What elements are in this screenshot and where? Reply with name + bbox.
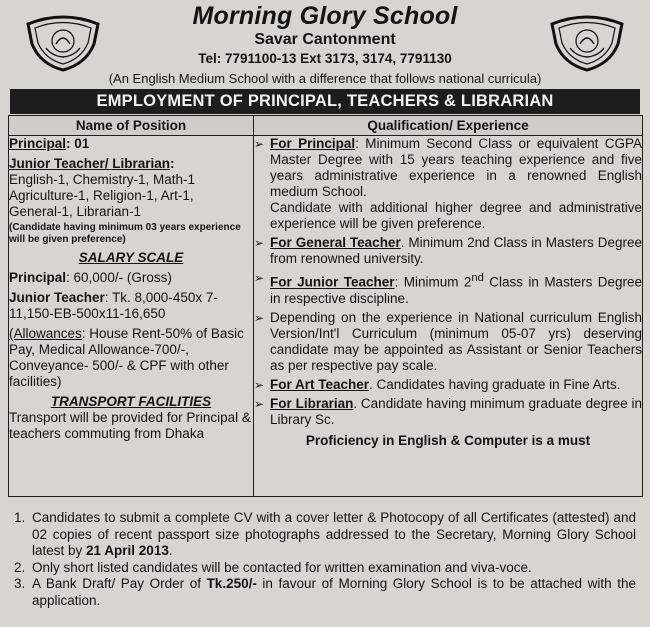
arrow-bullet-icon: ➢ <box>254 271 265 285</box>
transport-heading: TRANSPORT FACILITIES <box>50 394 212 409</box>
employment-banner: EMPLOYMENT OF PRINCIPAL, TEACHERS & LIBRARIAN <box>10 89 640 114</box>
note-item: 3. A Bank Draft/ Pay Order of Tk.250/- in favour of Morning Glory School is to be attached with the application. <box>14 576 636 608</box>
positions-column <box>9 136 254 497</box>
allowances-text: (Allowances: House Rent-50% of Basic Pay, Medical Allowance-700/-, Conveyance- 500/- & CPF with other facilities) <box>9 326 244 389</box>
arrow-bullet-icon: ➢ <box>254 396 265 411</box>
arrow-bullet-icon: ➢ <box>254 137 265 151</box>
note-item: 2. Only short listed candidates will be contacted for written examination and viva-voce. <box>14 559 532 575</box>
note-item: 1. Candidates to submit a complete CV with a cover letter & Photocopy of all Certificates (attested) and 02 copies of recent passport size photographs addressed to the Secretary, Morning Glory School latest by 21 April 2013. <box>14 510 636 558</box>
art-teacher-qualification: ➢ For Art Teacher. Candidates having graduate in Fine Arts. <box>254 376 621 392</box>
subjects-line: Agriculture-1, Religion-1, Art-1, <box>9 188 194 203</box>
transport-text: Transport will be provided for Principal & teachers commuting from Dhaka <box>9 410 251 441</box>
subjects-line: English-1, Chemistry-1, Math-1 <box>9 172 196 187</box>
arrow-bullet-icon: ➢ <box>254 310 265 325</box>
proficiency-requirement: Proficiency in English & Computer is a must <box>305 432 591 448</box>
curriculum-experience-note: ➢ Depending on the experience in National curriculum English Version/Int'l Curriculum (minimum 05-07 yrs) deserving candidate may be appointed as Assistant or Senior Teachers as per respective pay scale. <box>254 309 642 373</box>
arrow-bullet-icon: ➢ <box>254 377 265 392</box>
principal-position: Principal: 01 <box>9 136 90 151</box>
junior-teacher-salary: Junior Teacher: Tk. 8,000-450x 7-11,150-EB-500x11-16,650 <box>9 290 218 321</box>
experience-preference-note: (Candidate having minimum 03 years experience will be given preference) <box>9 222 241 245</box>
column-header-qualification: Qualification/ Experience <box>254 116 643 136</box>
qualifications-column <box>254 136 643 497</box>
librarian-qualification: ➢ For Librarian. Candidate having minimum graduate degree in Library Sc. <box>254 395 642 427</box>
salary-scale-heading: SALARY SCALE <box>78 250 184 265</box>
school-name: Morning Glory School <box>192 2 458 30</box>
principal-preference: Candidate with additional higher degree and administrative experience will be given preference. <box>270 200 642 231</box>
arrow-bullet-icon: ➢ <box>254 236 265 250</box>
school-location: Savar Cantonment <box>254 31 396 48</box>
school-tagline: (An English Medium School with a difference that follows national curricula) <box>108 71 542 86</box>
positions-table <box>8 115 643 497</box>
principal-qualification: ➢ For Principal: Minimum Second Class or equivalent CGPA Master Degree with 15 years teaching experience and five years administrative experience in a renowned English medium School. <box>254 136 642 199</box>
principal-salary: Principal: 60,000/- (Gross) <box>9 270 172 285</box>
junior-teacher-position: Junior Teacher/ Librarian: <box>9 156 175 171</box>
subjects-line: General-1, Librarian-1 <box>9 204 142 219</box>
column-header-position: Name of Position <box>9 116 254 136</box>
general-teacher-qualification: ➢ For General Teacher. Minimum 2nd Class in Masters Degree from renowned university. <box>254 235 642 266</box>
telephone-numbers: Tel: 7791100-13 Ext 3173, 3174, 7791130 <box>198 51 452 66</box>
junior-teacher-qualification: ➢ For Junior Teacher: Minimum 2nd Class in Masters Degree in respective discipline. <box>254 271 642 306</box>
application-notes <box>14 510 636 609</box>
